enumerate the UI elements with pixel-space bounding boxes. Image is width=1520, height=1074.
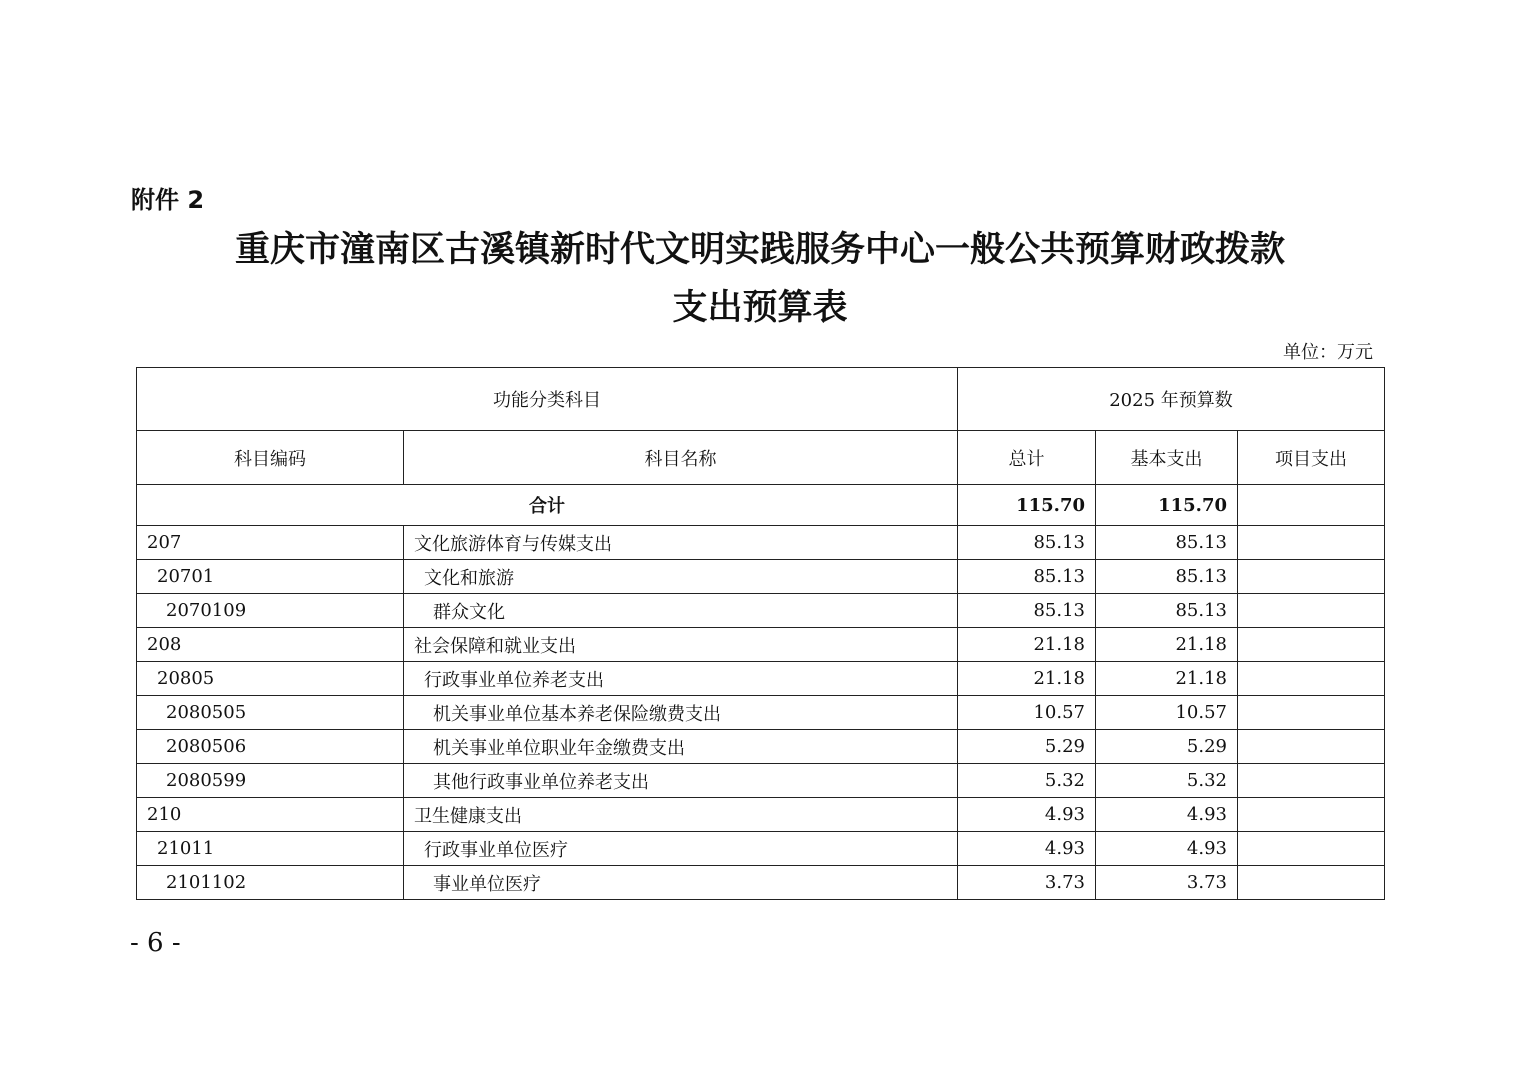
row-code: 21011 bbox=[137, 832, 404, 866]
row-basic: 85.13 bbox=[1096, 526, 1238, 560]
row-name: 行政事业单位医疗 bbox=[404, 832, 958, 866]
table-row bbox=[137, 730, 1385, 764]
row-code: 210 bbox=[137, 798, 404, 832]
unit-label: 单位：万元 bbox=[1283, 342, 1373, 363]
row-name: 事业单位医疗 bbox=[404, 866, 958, 900]
row-project bbox=[1238, 628, 1385, 662]
row-code: 20701 bbox=[137, 560, 404, 594]
row-total: 10.57 bbox=[958, 696, 1096, 730]
row-code: 2080506 bbox=[137, 730, 404, 764]
total-basic: 115.70 bbox=[1096, 485, 1238, 526]
table-row bbox=[137, 764, 1385, 798]
total-value: 115.70 bbox=[958, 485, 1096, 526]
row-name: 群众文化 bbox=[404, 594, 958, 628]
row-basic: 85.13 bbox=[1096, 560, 1238, 594]
row-total: 85.13 bbox=[958, 560, 1096, 594]
row-name: 行政事业单位养老支出 bbox=[404, 662, 958, 696]
table-row bbox=[137, 594, 1385, 628]
row-project bbox=[1238, 526, 1385, 560]
row-basic: 5.29 bbox=[1096, 730, 1238, 764]
total-row bbox=[137, 485, 1385, 526]
group-header-budget: 2025 年预算数 bbox=[958, 368, 1385, 431]
row-project bbox=[1238, 560, 1385, 594]
col-header-total: 总计 bbox=[958, 431, 1096, 485]
row-name: 社会保障和就业支出 bbox=[404, 628, 958, 662]
total-label: 合计 bbox=[137, 485, 958, 526]
row-code: 208 bbox=[137, 628, 404, 662]
total-project bbox=[1238, 485, 1385, 526]
row-total: 4.93 bbox=[958, 798, 1096, 832]
document-title-line2: 支出预算表 bbox=[672, 287, 848, 328]
row-basic: 4.93 bbox=[1096, 798, 1238, 832]
col-header-code: 科目编码 bbox=[137, 431, 404, 485]
attachment-label: 附件 2 bbox=[131, 186, 205, 214]
row-code: 2080599 bbox=[137, 764, 404, 798]
row-basic: 5.32 bbox=[1096, 764, 1238, 798]
row-name: 其他行政事业单位养老支出 bbox=[404, 764, 958, 798]
row-project bbox=[1238, 662, 1385, 696]
document-title-line1: 重庆市潼南区古溪镇新时代文明实践服务中心一般公共预算财政拨款 bbox=[234, 229, 1285, 270]
table-row bbox=[137, 628, 1385, 662]
row-basic: 4.93 bbox=[1096, 832, 1238, 866]
row-name: 文化旅游体育与传媒支出 bbox=[404, 526, 958, 560]
column-header-row bbox=[137, 431, 1385, 485]
row-basic: 3.73 bbox=[1096, 866, 1238, 900]
row-total: 85.13 bbox=[958, 526, 1096, 560]
table-row bbox=[137, 560, 1385, 594]
row-code: 2070109 bbox=[137, 594, 404, 628]
row-project bbox=[1238, 594, 1385, 628]
row-code: 20805 bbox=[137, 662, 404, 696]
row-total: 5.32 bbox=[958, 764, 1096, 798]
col-header-project: 项目支出 bbox=[1238, 431, 1385, 485]
row-code: 2101102 bbox=[137, 866, 404, 900]
table-row bbox=[137, 866, 1385, 900]
row-basic: 10.57 bbox=[1096, 696, 1238, 730]
row-total: 4.93 bbox=[958, 832, 1096, 866]
group-header-function: 功能分类科目 bbox=[137, 368, 958, 431]
row-name: 机关事业单位职业年金缴费支出 bbox=[404, 730, 958, 764]
row-project bbox=[1238, 866, 1385, 900]
row-name: 卫生健康支出 bbox=[404, 798, 958, 832]
row-code: 2080505 bbox=[137, 696, 404, 730]
row-name: 机关事业单位基本养老保险缴费支出 bbox=[404, 696, 958, 730]
row-total: 21.18 bbox=[958, 662, 1096, 696]
table-row bbox=[137, 696, 1385, 730]
table-row bbox=[137, 798, 1385, 832]
row-name: 文化和旅游 bbox=[404, 560, 958, 594]
table-row bbox=[137, 832, 1385, 866]
table-row bbox=[137, 662, 1385, 696]
row-basic: 21.18 bbox=[1096, 662, 1238, 696]
col-header-basic: 基本支出 bbox=[1096, 431, 1238, 485]
budget-table bbox=[136, 367, 1385, 900]
group-header-row bbox=[137, 368, 1385, 431]
table-row bbox=[137, 526, 1385, 560]
row-total: 5.29 bbox=[958, 730, 1096, 764]
row-project bbox=[1238, 798, 1385, 832]
row-project bbox=[1238, 696, 1385, 730]
row-basic: 21.18 bbox=[1096, 628, 1238, 662]
row-project bbox=[1238, 730, 1385, 764]
row-total: 21.18 bbox=[958, 628, 1096, 662]
row-basic: 85.13 bbox=[1096, 594, 1238, 628]
page-number: - 6 - bbox=[130, 928, 181, 958]
row-code: 207 bbox=[137, 526, 404, 560]
row-total: 3.73 bbox=[958, 866, 1096, 900]
col-header-name: 科目名称 bbox=[404, 431, 958, 485]
row-project bbox=[1238, 832, 1385, 866]
row-project bbox=[1238, 764, 1385, 798]
row-total: 85.13 bbox=[958, 594, 1096, 628]
